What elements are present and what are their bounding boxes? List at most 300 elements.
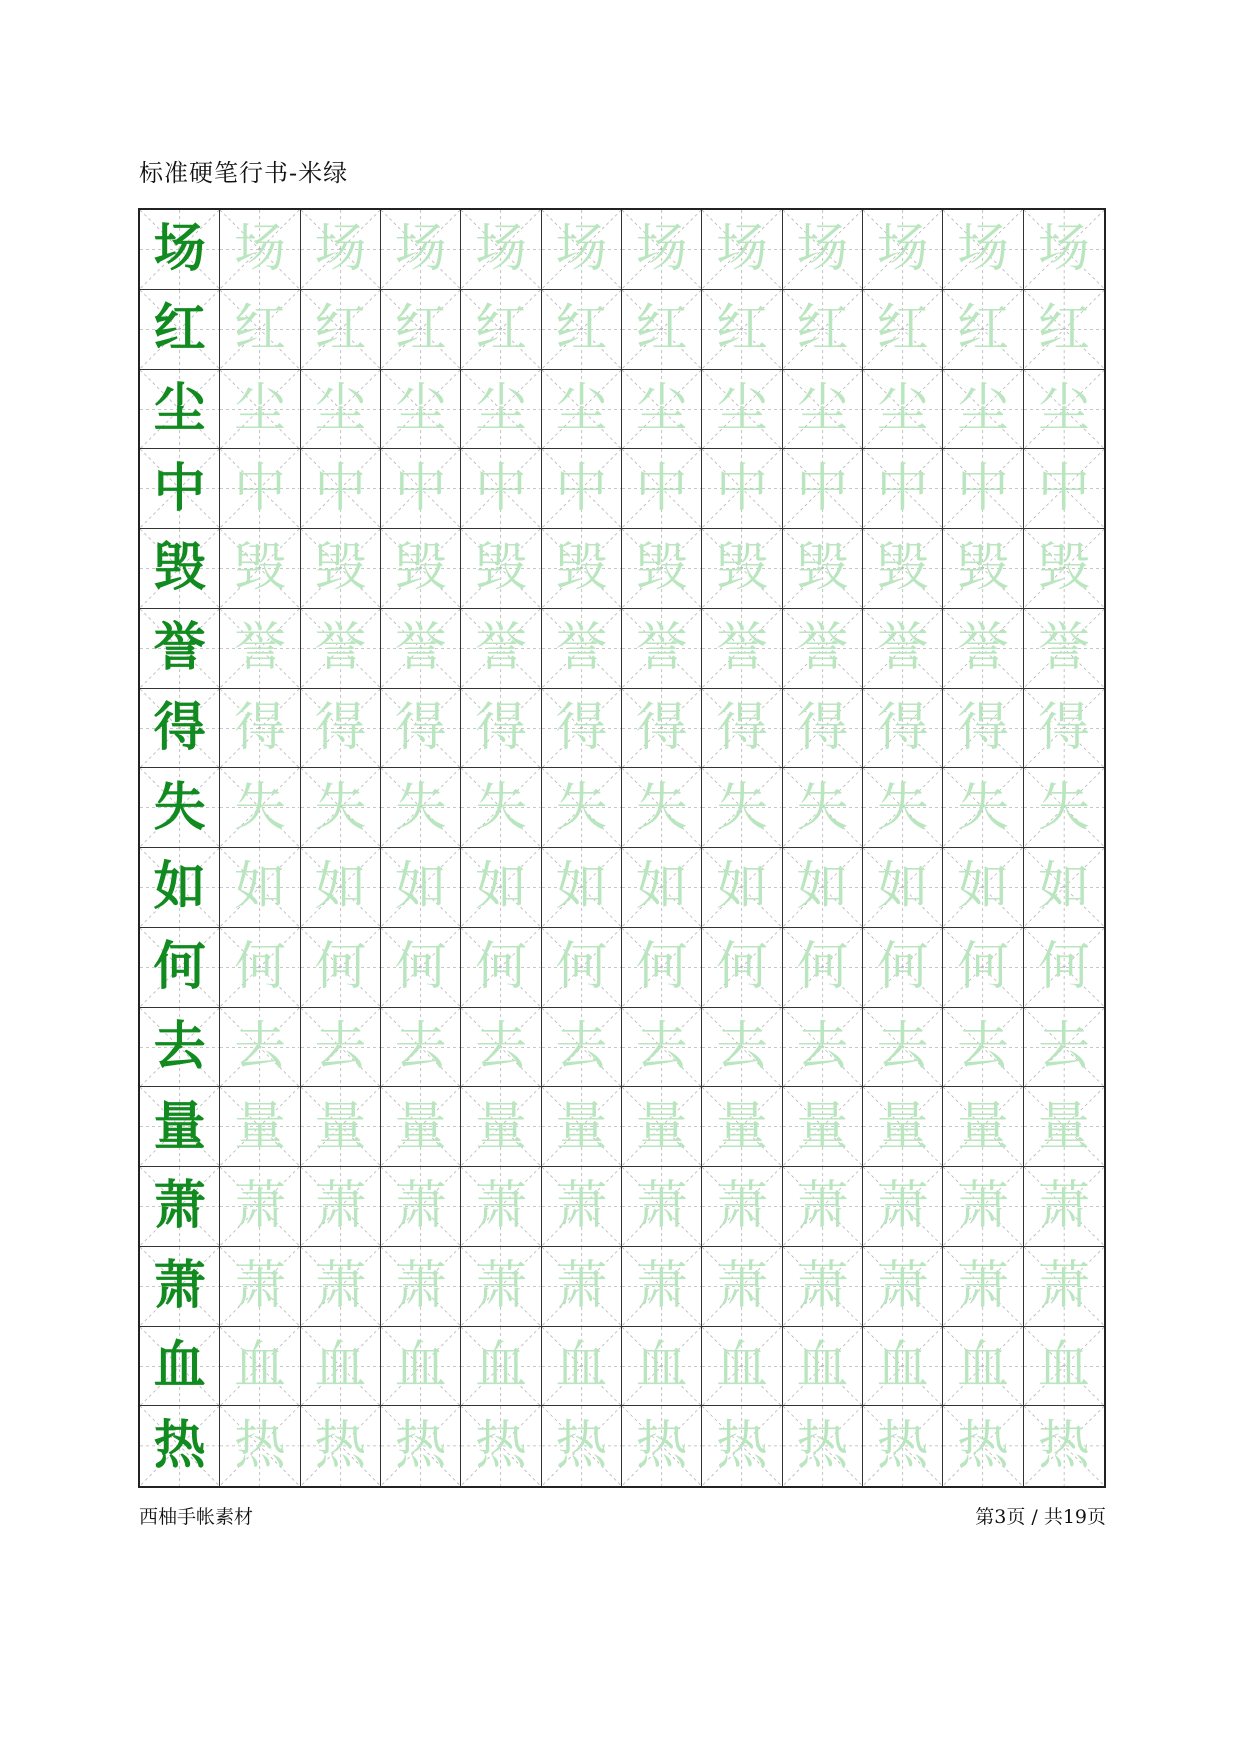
trace-character: 热 bbox=[474, 1416, 527, 1477]
trace-character: 场 bbox=[635, 219, 688, 280]
model-character: 萧 bbox=[153, 1175, 206, 1237]
trace-character: 毁 bbox=[555, 538, 608, 599]
trace-character: 热 bbox=[394, 1416, 447, 1477]
trace-cell bbox=[622, 1167, 702, 1247]
trace-character: 誉 bbox=[1037, 618, 1090, 679]
trace-character: 血 bbox=[635, 1335, 688, 1396]
trace-cell bbox=[943, 768, 1023, 848]
trace-cell bbox=[301, 290, 381, 370]
trace-cell bbox=[542, 210, 622, 290]
trace-cell bbox=[622, 609, 702, 689]
trace-cell bbox=[783, 928, 863, 1008]
trace-cell bbox=[622, 449, 702, 529]
trace-character: 尘 bbox=[796, 378, 849, 439]
trace-character: 得 bbox=[314, 697, 367, 758]
trace-character: 得 bbox=[635, 697, 688, 758]
trace-cell bbox=[943, 1247, 1023, 1327]
trace-character: 量 bbox=[876, 1096, 929, 1157]
trace-cell bbox=[220, 609, 300, 689]
trace-cell bbox=[863, 1087, 943, 1167]
practice-grid bbox=[138, 208, 1106, 1488]
trace-cell bbox=[863, 210, 943, 290]
trace-cell bbox=[1024, 1406, 1104, 1486]
trace-character: 毁 bbox=[314, 538, 367, 599]
trace-cell bbox=[1024, 370, 1104, 450]
trace-character: 尘 bbox=[555, 378, 608, 439]
trace-cell bbox=[863, 1167, 943, 1247]
trace-cell bbox=[542, 928, 622, 1008]
trace-cell bbox=[622, 210, 702, 290]
trace-cell bbox=[542, 1008, 622, 1088]
trace-character: 萧 bbox=[474, 1256, 527, 1317]
trace-cell bbox=[943, 1406, 1023, 1486]
model-character: 得 bbox=[153, 696, 206, 758]
page-title: 标准硬笔行书-米绿 bbox=[139, 159, 349, 187]
trace-character: 誉 bbox=[474, 618, 527, 679]
trace-character: 血 bbox=[796, 1335, 849, 1396]
model-character: 热 bbox=[153, 1415, 206, 1477]
trace-cell bbox=[863, 689, 943, 769]
model-cell bbox=[140, 1406, 220, 1486]
trace-cell bbox=[381, 370, 461, 450]
trace-cell bbox=[702, 370, 782, 450]
trace-cell bbox=[461, 689, 541, 769]
trace-cell bbox=[943, 1167, 1023, 1247]
model-character: 去 bbox=[153, 1015, 206, 1077]
trace-cell bbox=[783, 1406, 863, 1486]
trace-cell bbox=[702, 609, 782, 689]
trace-character: 去 bbox=[314, 1016, 367, 1077]
model-character: 量 bbox=[153, 1095, 206, 1157]
trace-cell bbox=[542, 1327, 622, 1407]
trace-character: 热 bbox=[796, 1416, 849, 1477]
trace-cell bbox=[943, 848, 1023, 928]
trace-character: 如 bbox=[233, 857, 286, 918]
trace-character: 红 bbox=[314, 299, 367, 360]
trace-character: 热 bbox=[715, 1416, 768, 1477]
trace-cell bbox=[783, 1327, 863, 1407]
trace-character: 场 bbox=[314, 219, 367, 280]
model-cell bbox=[140, 609, 220, 689]
trace-cell bbox=[783, 1167, 863, 1247]
trace-cell bbox=[220, 1406, 300, 1486]
trace-character: 失 bbox=[474, 777, 527, 838]
trace-character: 何 bbox=[956, 937, 1009, 998]
trace-character: 萧 bbox=[233, 1256, 286, 1317]
trace-cell bbox=[622, 928, 702, 1008]
trace-cell bbox=[622, 689, 702, 769]
trace-character: 萧 bbox=[635, 1256, 688, 1317]
trace-character: 血 bbox=[394, 1335, 447, 1396]
trace-cell bbox=[1024, 290, 1104, 370]
trace-character: 量 bbox=[796, 1096, 849, 1157]
trace-cell bbox=[461, 1406, 541, 1486]
trace-character: 得 bbox=[715, 697, 768, 758]
trace-cell bbox=[622, 529, 702, 609]
trace-character: 去 bbox=[956, 1016, 1009, 1077]
trace-character: 尘 bbox=[715, 378, 768, 439]
trace-cell bbox=[863, 1406, 943, 1486]
trace-character: 尘 bbox=[314, 378, 367, 439]
trace-cell bbox=[702, 529, 782, 609]
trace-character: 场 bbox=[1037, 219, 1090, 280]
trace-character: 失 bbox=[796, 777, 849, 838]
trace-character: 尘 bbox=[635, 378, 688, 439]
trace-cell bbox=[783, 689, 863, 769]
trace-character: 何 bbox=[314, 937, 367, 998]
trace-cell bbox=[461, 928, 541, 1008]
trace-character: 萧 bbox=[715, 1256, 768, 1317]
trace-cell bbox=[461, 370, 541, 450]
trace-character: 失 bbox=[635, 777, 688, 838]
trace-cell bbox=[461, 848, 541, 928]
trace-character: 萧 bbox=[715, 1176, 768, 1237]
trace-character: 萧 bbox=[474, 1176, 527, 1237]
trace-cell bbox=[301, 1087, 381, 1167]
model-character: 何 bbox=[153, 936, 206, 998]
trace-character: 场 bbox=[796, 219, 849, 280]
trace-character: 中 bbox=[635, 458, 688, 519]
trace-character: 热 bbox=[555, 1416, 608, 1477]
trace-cell bbox=[542, 1167, 622, 1247]
trace-character: 萧 bbox=[956, 1176, 1009, 1237]
trace-character: 何 bbox=[796, 937, 849, 998]
trace-character: 场 bbox=[474, 219, 527, 280]
trace-cell bbox=[943, 1087, 1023, 1167]
trace-character: 得 bbox=[394, 697, 447, 758]
trace-cell bbox=[542, 689, 622, 769]
trace-character: 誉 bbox=[314, 618, 367, 679]
model-cell bbox=[140, 768, 220, 848]
trace-character: 中 bbox=[1037, 458, 1090, 519]
trace-cell bbox=[1024, 1327, 1104, 1407]
trace-character: 血 bbox=[715, 1335, 768, 1396]
trace-cell bbox=[381, 1327, 461, 1407]
trace-cell bbox=[220, 210, 300, 290]
trace-character: 誉 bbox=[394, 618, 447, 679]
trace-character: 去 bbox=[635, 1016, 688, 1077]
trace-cell bbox=[542, 449, 622, 529]
trace-cell bbox=[301, 1247, 381, 1327]
trace-character: 毁 bbox=[635, 538, 688, 599]
trace-character: 去 bbox=[555, 1016, 608, 1077]
trace-cell bbox=[622, 1087, 702, 1167]
trace-character: 量 bbox=[474, 1096, 527, 1157]
trace-cell bbox=[301, 609, 381, 689]
trace-character: 失 bbox=[876, 777, 929, 838]
trace-cell bbox=[381, 449, 461, 529]
trace-cell bbox=[943, 210, 1023, 290]
trace-character: 量 bbox=[555, 1096, 608, 1157]
trace-character: 血 bbox=[1037, 1335, 1090, 1396]
trace-character: 萧 bbox=[394, 1256, 447, 1317]
trace-character: 毁 bbox=[876, 538, 929, 599]
model-character: 中 bbox=[153, 457, 206, 519]
trace-character: 量 bbox=[394, 1096, 447, 1157]
trace-cell bbox=[1024, 768, 1104, 848]
trace-character: 中 bbox=[314, 458, 367, 519]
trace-character: 血 bbox=[876, 1335, 929, 1396]
trace-character: 如 bbox=[956, 857, 1009, 918]
trace-character: 热 bbox=[956, 1416, 1009, 1477]
trace-character: 红 bbox=[394, 299, 447, 360]
model-character: 誉 bbox=[153, 617, 206, 679]
trace-character: 毁 bbox=[474, 538, 527, 599]
trace-character: 萧 bbox=[635, 1176, 688, 1237]
trace-cell bbox=[220, 1008, 300, 1088]
trace-character: 量 bbox=[956, 1096, 1009, 1157]
trace-cell bbox=[542, 609, 622, 689]
trace-cell bbox=[622, 1008, 702, 1088]
trace-character: 中 bbox=[796, 458, 849, 519]
trace-cell bbox=[461, 210, 541, 290]
trace-character: 中 bbox=[876, 458, 929, 519]
trace-character: 如 bbox=[1037, 857, 1090, 918]
trace-character: 萧 bbox=[876, 1176, 929, 1237]
trace-cell bbox=[220, 1247, 300, 1327]
trace-cell bbox=[783, 1008, 863, 1088]
trace-character: 血 bbox=[474, 1335, 527, 1396]
trace-cell bbox=[702, 449, 782, 529]
trace-character: 尘 bbox=[956, 378, 1009, 439]
trace-cell bbox=[220, 529, 300, 609]
trace-character: 场 bbox=[956, 219, 1009, 280]
model-cell bbox=[140, 928, 220, 1008]
trace-character: 血 bbox=[314, 1335, 367, 1396]
trace-cell bbox=[381, 768, 461, 848]
trace-character: 誉 bbox=[555, 618, 608, 679]
trace-cell bbox=[301, 449, 381, 529]
model-character: 场 bbox=[153, 218, 206, 280]
trace-character: 誉 bbox=[233, 618, 286, 679]
trace-cell bbox=[381, 1087, 461, 1167]
trace-cell bbox=[702, 1087, 782, 1167]
trace-character: 萧 bbox=[314, 1176, 367, 1237]
trace-character: 毁 bbox=[796, 538, 849, 599]
trace-character: 毁 bbox=[715, 538, 768, 599]
trace-cell bbox=[1024, 1008, 1104, 1088]
trace-cell bbox=[461, 529, 541, 609]
trace-cell bbox=[542, 370, 622, 450]
trace-cell bbox=[461, 1087, 541, 1167]
trace-cell bbox=[863, 609, 943, 689]
model-cell bbox=[140, 529, 220, 609]
trace-character: 中 bbox=[233, 458, 286, 519]
trace-character: 量 bbox=[233, 1096, 286, 1157]
trace-character: 红 bbox=[474, 299, 527, 360]
trace-character: 萧 bbox=[555, 1176, 608, 1237]
model-cell bbox=[140, 689, 220, 769]
trace-character: 去 bbox=[1037, 1016, 1090, 1077]
trace-character: 红 bbox=[233, 299, 286, 360]
trace-character: 何 bbox=[1037, 937, 1090, 998]
trace-cell bbox=[702, 928, 782, 1008]
trace-cell bbox=[301, 689, 381, 769]
trace-cell bbox=[381, 1247, 461, 1327]
trace-cell bbox=[461, 1247, 541, 1327]
trace-character: 如 bbox=[796, 857, 849, 918]
trace-cell bbox=[301, 1167, 381, 1247]
trace-character: 场 bbox=[555, 219, 608, 280]
trace-cell bbox=[542, 1247, 622, 1327]
model-cell bbox=[140, 449, 220, 529]
trace-character: 得 bbox=[796, 697, 849, 758]
model-cell bbox=[140, 290, 220, 370]
trace-cell bbox=[783, 1247, 863, 1327]
trace-cell bbox=[943, 1327, 1023, 1407]
trace-cell bbox=[943, 609, 1023, 689]
trace-character: 毁 bbox=[956, 538, 1009, 599]
trace-character: 萧 bbox=[555, 1256, 608, 1317]
trace-character: 血 bbox=[233, 1335, 286, 1396]
trace-cell bbox=[783, 609, 863, 689]
trace-cell bbox=[783, 529, 863, 609]
trace-character: 何 bbox=[555, 937, 608, 998]
trace-character: 量 bbox=[635, 1096, 688, 1157]
trace-cell bbox=[461, 609, 541, 689]
trace-cell bbox=[220, 1327, 300, 1407]
trace-character: 红 bbox=[796, 299, 849, 360]
trace-cell bbox=[622, 1406, 702, 1486]
model-cell bbox=[140, 1087, 220, 1167]
trace-cell bbox=[220, 370, 300, 450]
trace-character: 热 bbox=[635, 1416, 688, 1477]
trace-cell bbox=[381, 848, 461, 928]
trace-character: 中 bbox=[394, 458, 447, 519]
trace-character: 萧 bbox=[796, 1176, 849, 1237]
trace-cell bbox=[702, 848, 782, 928]
model-cell bbox=[140, 1167, 220, 1247]
trace-character: 得 bbox=[956, 697, 1009, 758]
trace-cell bbox=[1024, 928, 1104, 1008]
trace-cell bbox=[702, 1327, 782, 1407]
trace-character: 毁 bbox=[233, 538, 286, 599]
trace-character: 得 bbox=[1037, 697, 1090, 758]
trace-character: 尘 bbox=[876, 378, 929, 439]
trace-character: 尘 bbox=[394, 378, 447, 439]
trace-character: 失 bbox=[715, 777, 768, 838]
trace-character: 热 bbox=[233, 1416, 286, 1477]
model-cell bbox=[140, 848, 220, 928]
trace-character: 如 bbox=[474, 857, 527, 918]
trace-character: 萧 bbox=[1037, 1176, 1090, 1237]
trace-cell bbox=[1024, 609, 1104, 689]
trace-cell bbox=[220, 290, 300, 370]
trace-character: 去 bbox=[796, 1016, 849, 1077]
trace-character: 失 bbox=[394, 777, 447, 838]
trace-character: 萧 bbox=[394, 1176, 447, 1237]
trace-character: 红 bbox=[635, 299, 688, 360]
model-character: 尘 bbox=[153, 377, 206, 439]
trace-cell bbox=[381, 290, 461, 370]
trace-character: 萧 bbox=[233, 1176, 286, 1237]
trace-character: 萧 bbox=[796, 1256, 849, 1317]
trace-cell bbox=[783, 848, 863, 928]
trace-cell bbox=[783, 370, 863, 450]
trace-character: 红 bbox=[555, 299, 608, 360]
trace-character: 誉 bbox=[635, 618, 688, 679]
trace-cell bbox=[381, 1406, 461, 1486]
trace-cell bbox=[381, 689, 461, 769]
trace-cell bbox=[301, 928, 381, 1008]
model-character: 萧 bbox=[153, 1255, 206, 1317]
trace-cell bbox=[381, 609, 461, 689]
trace-cell bbox=[381, 529, 461, 609]
trace-character: 萧 bbox=[956, 1256, 1009, 1317]
trace-cell bbox=[301, 529, 381, 609]
trace-character: 热 bbox=[314, 1416, 367, 1477]
trace-cell bbox=[220, 1167, 300, 1247]
trace-cell bbox=[863, 370, 943, 450]
model-character: 血 bbox=[153, 1334, 206, 1396]
trace-cell bbox=[863, 848, 943, 928]
model-character: 红 bbox=[153, 298, 206, 360]
trace-cell bbox=[1024, 848, 1104, 928]
trace-character: 场 bbox=[394, 219, 447, 280]
trace-character: 如 bbox=[314, 857, 367, 918]
model-cell bbox=[140, 210, 220, 290]
trace-cell bbox=[1024, 1087, 1104, 1167]
trace-cell bbox=[702, 1008, 782, 1088]
trace-character: 去 bbox=[474, 1016, 527, 1077]
trace-cell bbox=[301, 848, 381, 928]
trace-cell bbox=[301, 1327, 381, 1407]
trace-cell bbox=[542, 848, 622, 928]
trace-cell bbox=[461, 1008, 541, 1088]
trace-cell bbox=[783, 290, 863, 370]
trace-character: 红 bbox=[956, 299, 1009, 360]
trace-cell bbox=[1024, 1247, 1104, 1327]
trace-cell bbox=[301, 210, 381, 290]
trace-character: 热 bbox=[1037, 1416, 1090, 1477]
trace-cell bbox=[381, 1008, 461, 1088]
trace-cell bbox=[542, 290, 622, 370]
trace-cell bbox=[863, 529, 943, 609]
model-cell bbox=[140, 370, 220, 450]
trace-cell bbox=[301, 1008, 381, 1088]
trace-cell bbox=[863, 449, 943, 529]
trace-cell bbox=[542, 1087, 622, 1167]
trace-character: 誉 bbox=[715, 618, 768, 679]
trace-character: 毁 bbox=[1037, 538, 1090, 599]
trace-character: 量 bbox=[715, 1096, 768, 1157]
trace-cell bbox=[381, 210, 461, 290]
trace-character: 萧 bbox=[314, 1256, 367, 1317]
trace-cell bbox=[863, 928, 943, 1008]
trace-character: 血 bbox=[956, 1335, 1009, 1396]
trace-character: 何 bbox=[233, 937, 286, 998]
trace-cell bbox=[220, 1087, 300, 1167]
trace-character: 何 bbox=[394, 937, 447, 998]
trace-character: 中 bbox=[474, 458, 527, 519]
trace-cell bbox=[381, 1167, 461, 1247]
trace-character: 量 bbox=[314, 1096, 367, 1157]
trace-cell bbox=[461, 290, 541, 370]
trace-character: 中 bbox=[555, 458, 608, 519]
trace-character: 如 bbox=[715, 857, 768, 918]
trace-character: 去 bbox=[233, 1016, 286, 1077]
trace-character: 中 bbox=[715, 458, 768, 519]
trace-cell bbox=[622, 370, 702, 450]
trace-cell bbox=[381, 928, 461, 1008]
trace-cell bbox=[702, 1406, 782, 1486]
trace-character: 热 bbox=[876, 1416, 929, 1477]
trace-character: 得 bbox=[555, 697, 608, 758]
trace-character: 失 bbox=[314, 777, 367, 838]
trace-character: 如 bbox=[635, 857, 688, 918]
trace-cell bbox=[622, 1327, 702, 1407]
trace-cell bbox=[702, 290, 782, 370]
